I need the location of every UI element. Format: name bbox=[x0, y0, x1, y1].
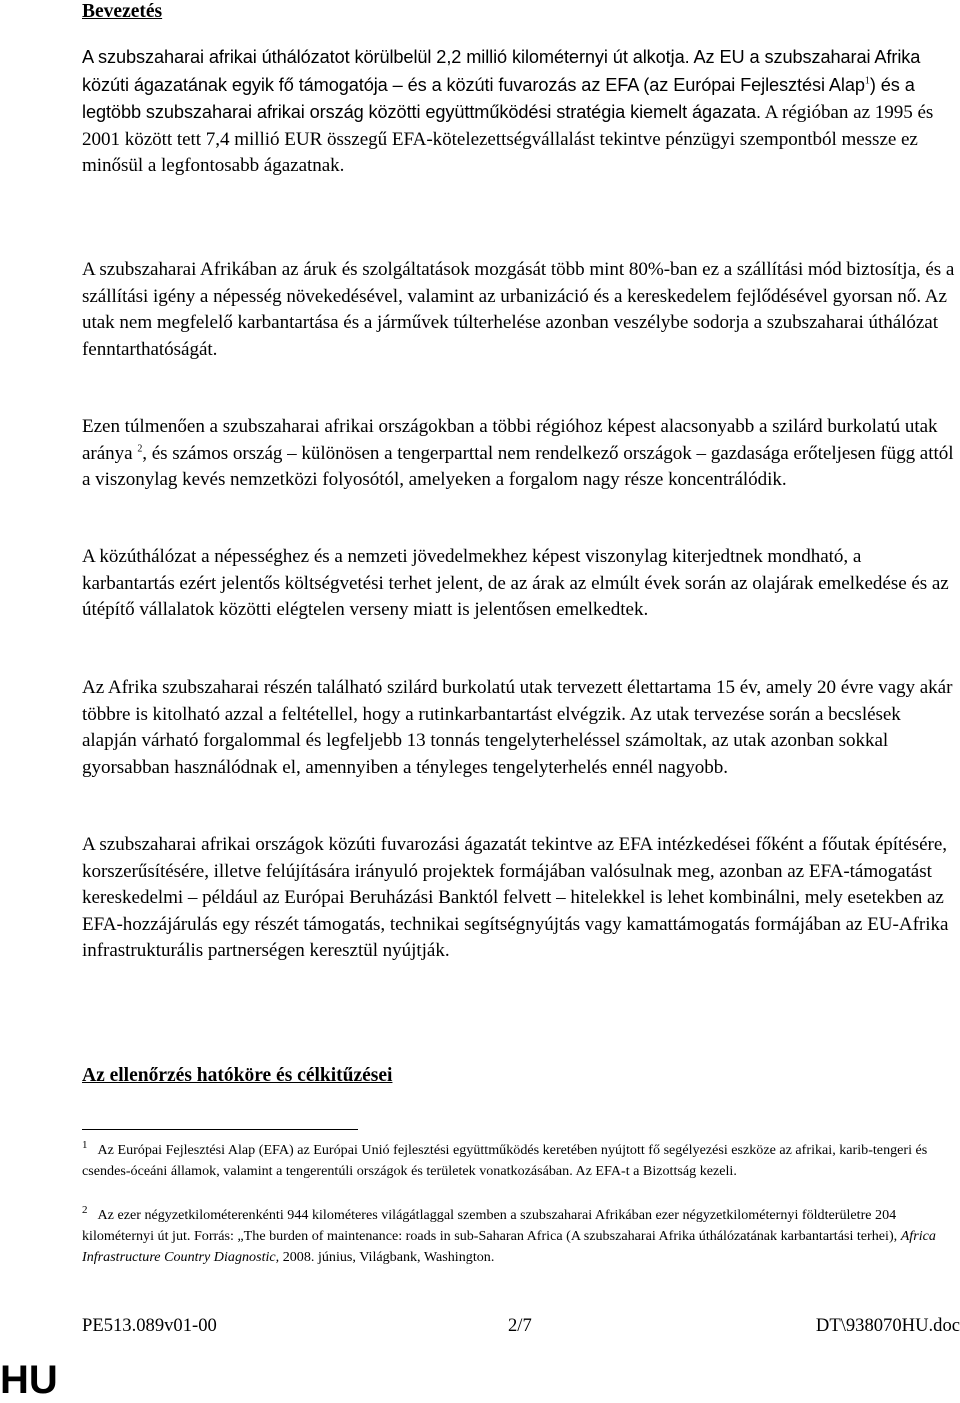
footer-page-number: 2/7 bbox=[508, 1315, 532, 1336]
page-footer bbox=[82, 1314, 960, 1338]
footnote-separator bbox=[82, 1129, 358, 1130]
paragraph-1-commitment: A régióban az 1995 és 2001 között tett 7,4 millió EUR összegű EFA-kötelezettségvállalást tekintve pénzügyi szempontból messze ez minősül a legfontosabb ágazatnak. bbox=[82, 102, 934, 177]
language-code: HU bbox=[0, 1358, 58, 1402]
footnote-1 bbox=[82, 1140, 958, 1182]
section-heading-intro: Bevezetés bbox=[82, 1, 163, 22]
paragraph-2: A szubszaharai Afrikában az áruk és szolgáltatások mozgását több mint 80%-ban ez a szállítási mód biztosítja, és a szállítási igény a népesség növekedésével, valamint az urbanizáció és a kereskedelem fejlődésével gyorsan nő. Az utak nem megfelelő karbantartása és a járművek túlterhelése azonban veszélybe sodorja a szubszaharai úthálózat fenntarthatóságát. bbox=[82, 259, 955, 360]
footnote-1-number: 1 bbox=[82, 1139, 88, 1152]
footnote-1-text: Az Európai Fejlesztési Alap (EFA) az Európai Unió fejlesztési együttműködés keretében nyújtott fő segélyezési eszköze az afrikai, karib-tengeri és csendes-óceáni államok, valamint a tengerentúli országok és területek vonatkozásában. Az EFA-t a Bizottság kezeli. bbox=[82, 1142, 928, 1179]
footnote-2-text: Az ezer négyzetkilométerenkénti 944 kilométeres világátlaggal szemben a szubszaharai Afrikában ezer négyzetkilométernyi földterületre 204 kilométernyi út jut. Forrás: „The burden of maintenance: roads in sub-Saharan Africa (A szubszaharai Afrika úthálózatának karbantartási terhei), bbox=[82, 1207, 901, 1244]
paragraph-1-strategy: ) és a legtöbb szubszaharai afrikai ország közötti együttműködési stratégia kiemelt ágazata. bbox=[82, 74, 915, 123]
paragraph-1 bbox=[82, 44, 958, 180]
paragraph-3-rest: , és számos ország – különösen a tengerparttal nem rendelkező országok – gazdasága erőteljesen függ attól a viszonylag kevés nemzetközi folyosótól, amelyeken a forgalom nagy része koncentrálódik. bbox=[82, 442, 954, 491]
footnote-2 bbox=[82, 1205, 958, 1267]
paragraph-1-lead: A szubszaharai afrikai úthálózatot körülbelül 2,2 millió kilométernyi út alkotja. bbox=[82, 47, 690, 67]
footnote-2-source-title: Africa Infrastructure Country Diagnostic, bbox=[82, 1227, 936, 1265]
paragraph-1-efa: Az EU a szubszaharai Afrika közúti ágazatának egyik fő támogatója – és a közúti fuvarozás az EFA (az Európai Fejlesztési Alap bbox=[82, 47, 921, 95]
paragraph-3 bbox=[82, 414, 958, 494]
footnote-2-source-details: 2008. június, Világbank, Washington. bbox=[279, 1248, 495, 1265]
paragraph-6: A szubszaharai afrikai országok közúti fuvarozási ágazatát tekintve az EFA intézkedései főként a főutak építésére, korszerűsítésére, illetve felújítására irányuló projektek formájában valósulnak meg, azonban az EFA-támogatást kereskedelmi – például az Európai Beruházási Banktól felvett – hitelekkel is lehet kombinálni, mely esetekben az EFA-hozzájárulás egy részét támogatás, technikai segítségnyújtás vagy kamattámogatás formájában az EU-Afrika infrastrukturális partnerségen keresztül nyújtják. bbox=[82, 834, 949, 962]
footer-doc-id: PE513.089v01-00 bbox=[82, 1315, 217, 1336]
paragraph-3-lead: Ezen túlmenően a szubszaharai afrikai országokban a többi régióhoz képest alacsonyabb a szilárd burkolatú utak aránya bbox=[82, 416, 938, 464]
footnote-ref-1[interactable]: 1 bbox=[864, 75, 870, 87]
footer-file-name: DT\938070HU.doc bbox=[815, 1315, 960, 1336]
footnote-ref-2[interactable]: 2 bbox=[137, 443, 143, 455]
paragraph-4: A közúthálózat a népességhez és a nemzeti jövedelmekhez képest viszonylag kiterjedtnek mondható, a karbantartás ezért jelentős költségvetési terhet jelent, de az árak az elmúlt évek során az olajárak emelkedése és az útépítő vállalatok közötti elégtelen verseny miatt is jelentősen emelkedtek. bbox=[82, 546, 949, 621]
footnote-2-number: 2 bbox=[82, 1204, 88, 1217]
section-heading-scope: Az ellenőrzés hatóköre és célkitűzései bbox=[82, 1065, 393, 1086]
paragraph-5: Az Afrika szubszaharai részén található szilárd burkolatú utak tervezett élettartama 15 év, amely 20 évre vagy akár többre is kitolható azzal a feltétellel, hogy a rutinkarbantartást elvégzik. Az utak tervezése során a becslések alapján várható forgalommal és legfeljebb 13 tonnás tengelyterheléssel számoltak, az utak azonban sokkal gyorsabban használódnak el, amennyiben a tényleges tengelyterhelés ennél nagyobb. bbox=[82, 677, 953, 778]
